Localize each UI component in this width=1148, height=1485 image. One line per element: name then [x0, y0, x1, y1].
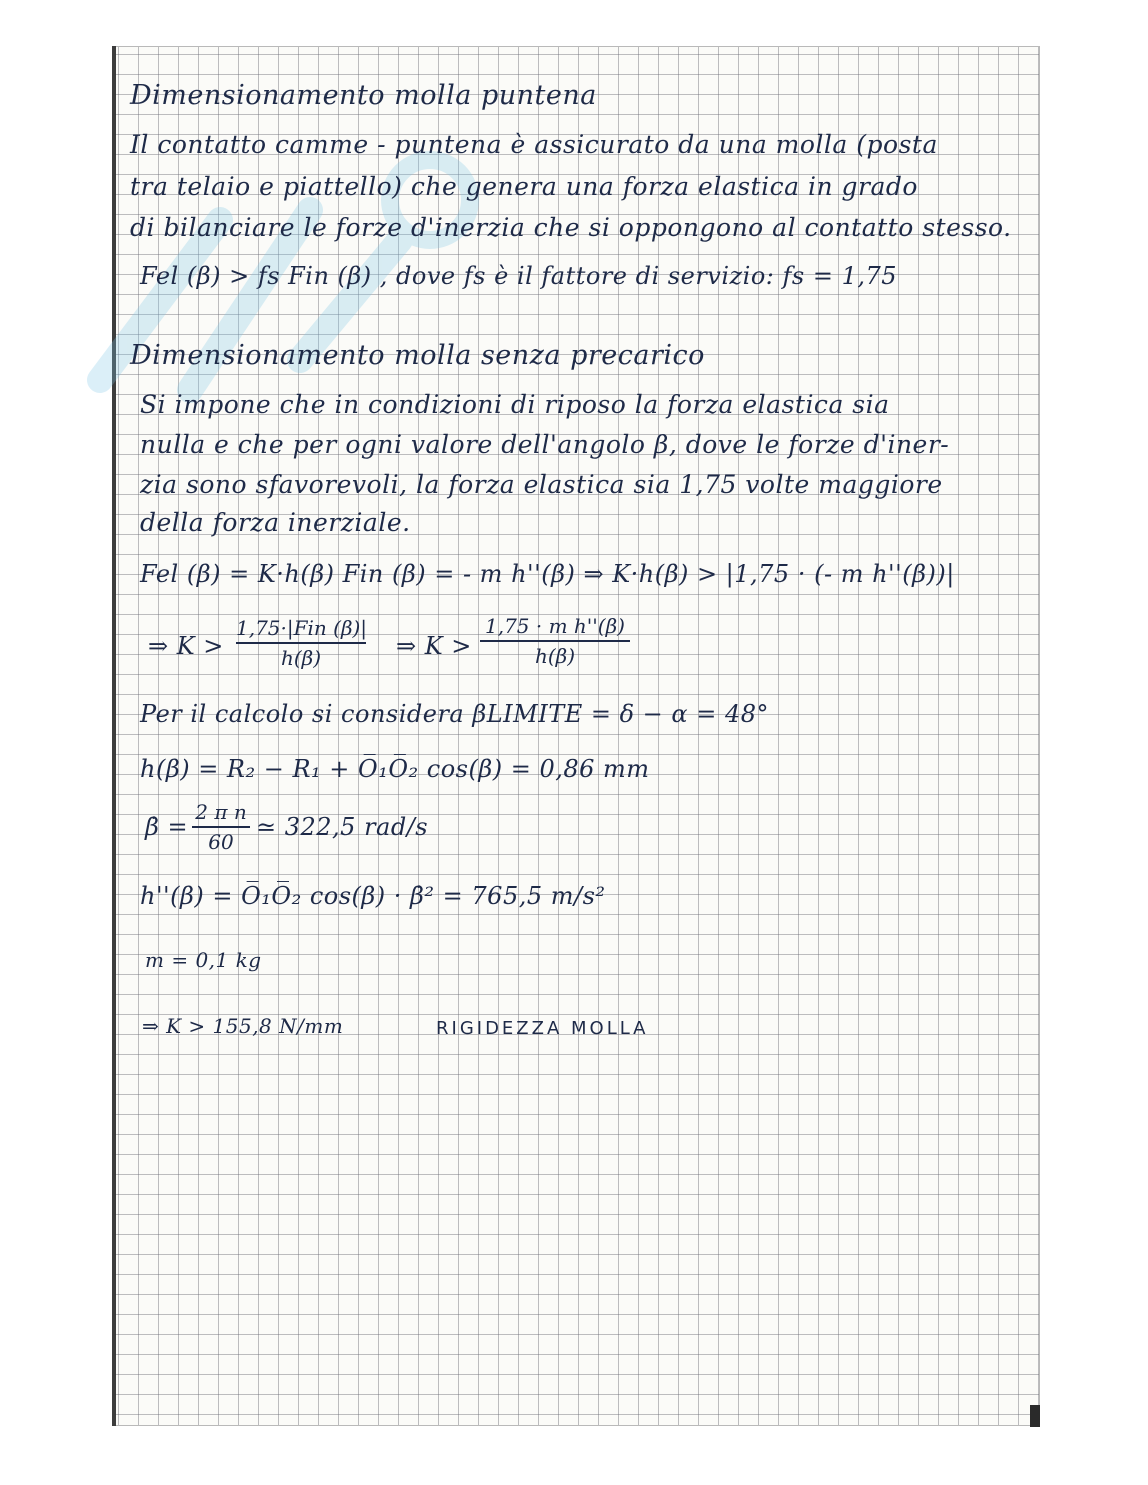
fraction-bar — [236, 642, 366, 644]
fraction-bar — [192, 826, 250, 828]
stiffness-result: ⇒ K > 155,8 N/mm — [142, 1014, 344, 1038]
paragraph-line: Si impone che in condizioni di riposo la forza elastica sia — [140, 390, 890, 419]
sheet-corner-mark — [1030, 1405, 1040, 1427]
calc-intro: Per il calcolo si considera βLIMITE = δ − α = 48° — [140, 700, 770, 728]
beta-dot-value: ≃ 322,5 rad/s — [256, 813, 429, 841]
paragraph-line: zia sono sfavorevoli, la forza elastica sia 1,75 volte maggiore — [140, 470, 943, 499]
fraction-numerator: 1,75 · m h''(β) — [485, 614, 625, 638]
paragraph-line: della forza inerziale. — [140, 508, 411, 537]
fraction-k-inertial — [236, 616, 366, 670]
paragraph-line: Il contatto camme - puntena è assicurato da una molla (posta — [130, 130, 938, 159]
paragraph-line: nulla e che per ogni valore dell'angolo β, dove le forze d'iner- — [140, 430, 950, 459]
fraction-denominator: 60 — [208, 829, 234, 854]
beta-dot-lhs: β̇ = — [145, 813, 189, 841]
paragraph-line: tra telaio e piattello) che genera una forza elastica in grado — [130, 172, 918, 201]
fraction-numerator: 1,75·|Fin (β)| — [236, 616, 368, 640]
sheet-left-edge — [112, 46, 116, 1426]
fraction-denominator: h(β) — [280, 645, 322, 670]
mass-value: m = 0,1 kg — [145, 948, 262, 972]
equation-h-beta: h(β) = R₂ − R₁ + O̅₁O̅₂ cos(β) = 0,86 mm — [140, 755, 650, 783]
heading-senza-precarico: Dimensionamento molla senza precarico — [130, 340, 705, 371]
implication-arrow: ⇒ K > — [148, 632, 224, 660]
paragraph-line: di bilanciare le forze d'inerzia che si oppongono al contatto stesso. — [130, 213, 1012, 242]
fraction-bar — [480, 640, 630, 642]
equation-h-second: h''(β) = O̅₁O̅₂ cos(β) · β̇² = 765,5 m/s² — [140, 882, 606, 910]
notebook-sheet — [112, 46, 1040, 1426]
fraction-beta-dot — [192, 800, 250, 854]
heading-dimensionamento-molla: Dimensionamento molla puntena — [130, 80, 597, 111]
equation-elastic-inertial: Fel (β) = K·h(β) Fin (β) = - m h''(β) ⇒ K·h(β) > |1,75 · (- m h''(β))| — [140, 560, 955, 588]
stiffness-label: RIGIDEZZA MOLLA — [436, 1018, 649, 1039]
fraction-denominator: h(β) — [534, 643, 576, 668]
fraction-k-mass — [480, 614, 630, 668]
force-condition: Fel (β) > fs Fin (β) , dove fs è il fattore di servizio: fs = 1,75 — [140, 262, 898, 290]
fraction-numerator: 2 π n — [195, 800, 247, 824]
implication-arrow: ⇒ K > — [396, 632, 472, 660]
